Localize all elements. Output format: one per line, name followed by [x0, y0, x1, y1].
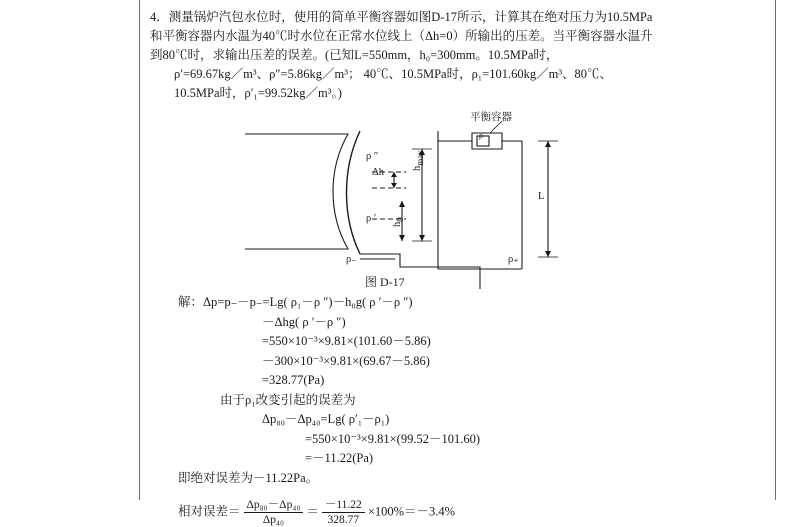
relative-error-label: 相对误差＝: [178, 504, 241, 519]
solution-line-1: 解：Δp=p₋－p₋=Lg( ρ₁－ρ ″)－h₀g( ρ ′－ρ ″): [178, 295, 413, 309]
figure-label-L: L: [538, 191, 545, 202]
relative-error-line: [150, 498, 770, 527]
relative-error-fraction-1: [244, 498, 304, 527]
solution-line-6: 由于ρ₁改变引起的误差为: [220, 392, 356, 407]
figure-label-rho-double-prime: ρ ″: [366, 151, 379, 162]
solution-line-3: =550×10⁻³×9.81×(101.60－5.86): [262, 334, 431, 348]
problem-line-1: 4．测量锅炉汽包水位时，使用的简单平衡容器如图D-17所示，计算其在绝对压力为10.5MPa: [150, 10, 653, 24]
solution-line-7: Δp₈₀－Δp₄₀=Lg( ρ′₁－ρ₁): [262, 412, 390, 426]
relative-error-fraction-2: [322, 498, 365, 527]
problem-statement: [150, 8, 770, 103]
figure-label-rho-box: ρ: [479, 131, 483, 140]
figure-label-balance-vessel: 平衡容器: [470, 112, 512, 123]
left-margin-rule: [139, 0, 140, 500]
fraction-2-denominator: 328.77: [327, 514, 360, 526]
figure-label-hmax: hmax: [412, 150, 426, 171]
figure-label-delta-h: Δh: [372, 167, 385, 178]
figure-d17: [150, 109, 770, 289]
figure-label-rho-left: ρ₋: [346, 254, 357, 265]
right-margin-rule: [775, 0, 776, 500]
figure-label-rho-right: ρ₊: [508, 254, 519, 265]
problem-line-3: 到80℃时，求输出压差的误差。(已知L=550mm，h₀=300mm。10.5MPa时，: [150, 48, 559, 62]
solution-line-4: －300×10⁻³×9.81×(69.67－5.86): [262, 353, 430, 368]
page-content: [150, 8, 770, 527]
solution-line-8: =550×10⁻³×9.81×(99.52－101.60): [305, 431, 480, 446]
solution-block: [150, 293, 770, 527]
figure-label-rho-prime: ρ ′: [366, 213, 377, 224]
fraction-1-denominator: Δp₄₀: [262, 514, 285, 526]
relative-error-tail: ×100%＝－3.4%: [367, 504, 456, 519]
figure-caption: 图 D-17: [365, 275, 405, 289]
problem-line-2: 和平衡容器内水温为40℃时水位在正常水位线上（Δh=0）所输出的压差。当平衡容器水温升: [150, 29, 653, 43]
problem-line-4: ρ′=69.67kg／m³、ρ″=5.86kg／m³； 40℃、10.5MPa时，ρ₁=101.60kg／m³、80℃、: [174, 67, 613, 81]
fraction-2-numerator: －11.22: [322, 498, 365, 513]
solution-line-9: =－11.22(Pa): [305, 451, 374, 465]
fraction-1-numerator: Δp₈₀－Δp₄₀: [244, 498, 304, 513]
solution-line-2: －Δhg( ρ ′－ρ ″): [262, 314, 346, 329]
relative-error-equals: ＝: [306, 504, 319, 519]
solution-line-5: =328.77(Pa): [262, 373, 325, 387]
figure-drawing: [150, 109, 770, 289]
solution-line-10: 即绝对误差为－11.22Pa。: [178, 470, 319, 485]
figure-label-h0: h0: [392, 217, 406, 227]
problem-line-5: 10.5MPa时，ρ′₁=99.52kg／m³。): [174, 86, 342, 100]
